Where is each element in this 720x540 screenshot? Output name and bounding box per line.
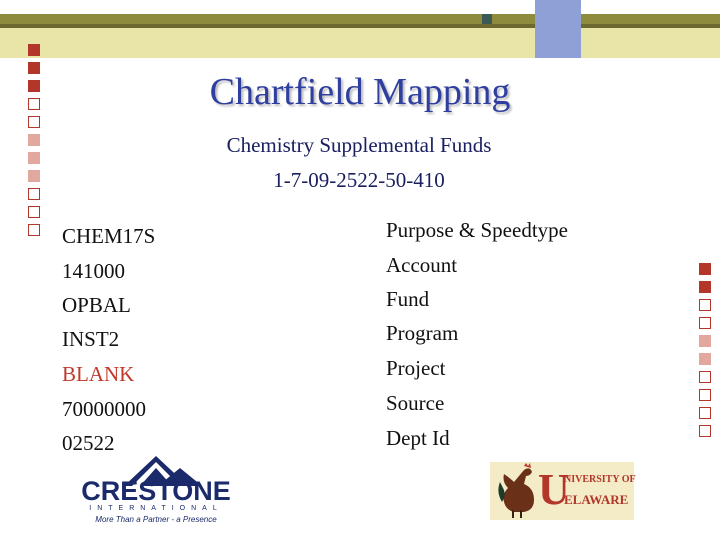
ud-letters: U (538, 465, 570, 514)
top-beige-band (0, 28, 720, 58)
subtitle-chartfield-string: 1-7-09-2522-50-410 (273, 168, 445, 192)
slide-title: Chartfield Mapping (209, 71, 511, 113)
university-logo (490, 462, 634, 520)
label-fund: Fund (386, 287, 430, 311)
label-account: Account (386, 253, 458, 277)
label-purpose: Purpose & Speedtype (386, 218, 568, 242)
university-line2: ELAWARE (564, 492, 629, 507)
crestone-subtext: INTERNATIONAL (89, 505, 223, 512)
label-project: Project (386, 356, 446, 380)
value-project: BLANK (62, 362, 135, 386)
crestone-logo (68, 452, 244, 528)
crestone-tagline: More Than a Partner - a Presence (95, 515, 217, 524)
top-blue-block (535, 0, 581, 58)
label-dept-id: Dept Id (386, 426, 450, 450)
value-source: 70000000 (62, 397, 146, 421)
label-source: Source (386, 391, 445, 415)
top-olive-bar (0, 14, 720, 24)
rooster-icon (494, 462, 538, 520)
top-dark-square (482, 14, 492, 24)
value-program: INST2 (62, 327, 120, 351)
value-fund: OPBAL (62, 293, 131, 317)
value-purpose: CHEM17S (62, 224, 156, 248)
value-dept-id: 02522 (62, 431, 115, 455)
label-program: Program (386, 321, 459, 345)
subtitle-fund-name: Chemistry Supplemental Funds (226, 133, 492, 157)
crestone-wordmark: CRESTONE (81, 476, 231, 506)
value-account: 141000 (62, 259, 125, 283)
university-line1: NIVERSITY OF (564, 474, 636, 485)
